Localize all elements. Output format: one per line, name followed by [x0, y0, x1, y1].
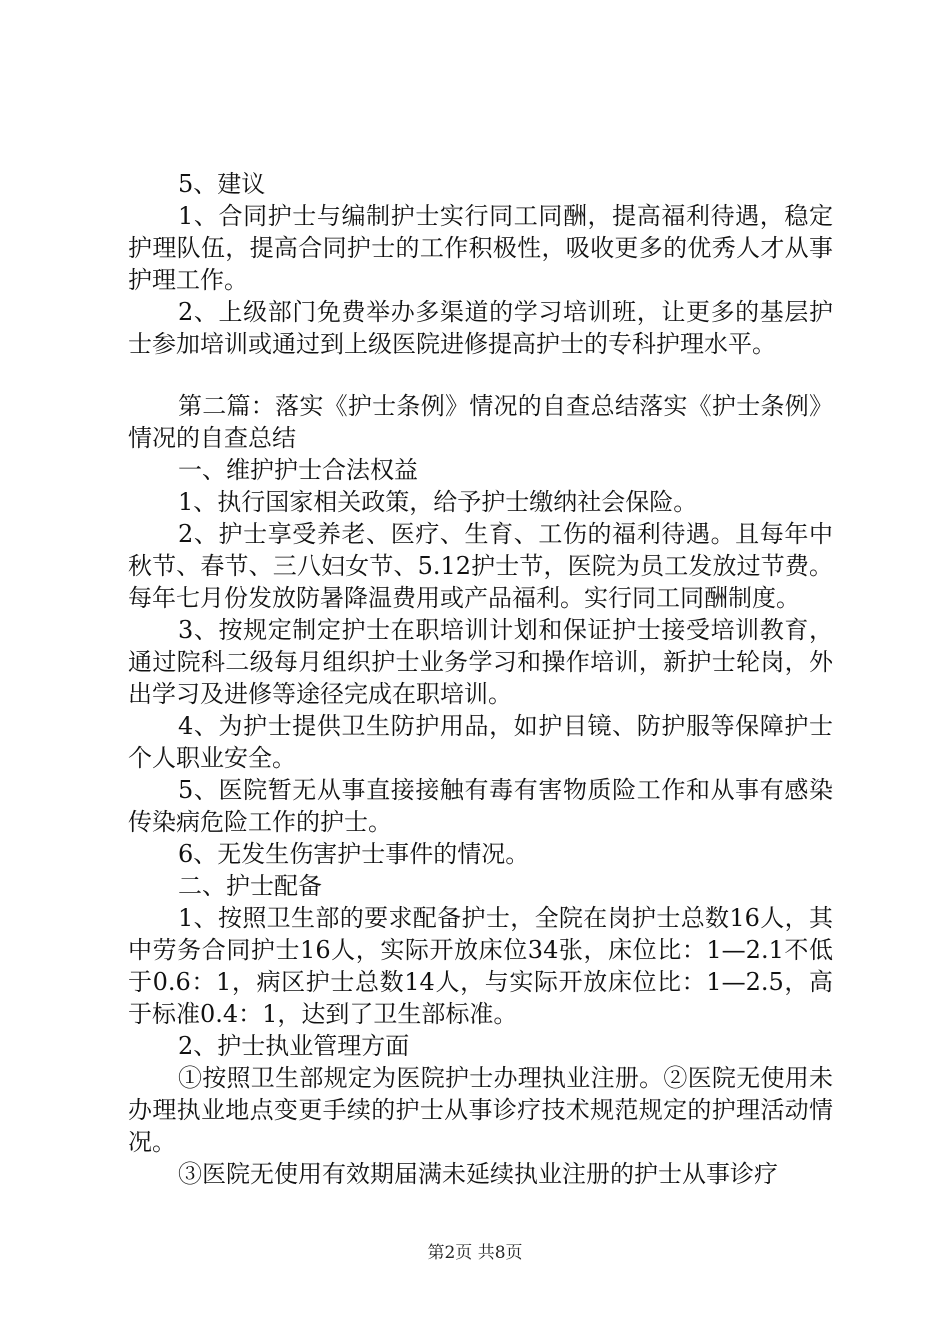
paragraph-staffing-1: 1、按照卫生部的要求配备护士，全院在岗护士总数16人，其中劳务合同护士16人，实际开放床位34张，床位比：1—2.1不低于0.6：1，病区护士总数14人，与实际开放床位比：1—2.5，高于标准0.4：1，达到了卫生部标准。: [128, 904, 833, 1028]
paragraph-section-5-heading: 5、建议: [178, 170, 266, 198]
paragraph-rights-3: 3、按规定制定护士在职培训计划和保证护士接受培训教育，通过院科二级每月组织护士业务学习和操作培训，新护士轮岗，外出学习及进修等途径完成在职培训。: [128, 616, 833, 708]
paragraph-practice-2: ③医院无使用有效期届满未延续执业注册的护士从事诊疗: [178, 1160, 778, 1188]
page-number-footer: 第2页 共8页: [427, 1243, 523, 1263]
paragraph-rights-1: 1、执行国家相关政策，给予护士缴纳社会保险。: [178, 488, 698, 516]
paragraph-rights-4: 4、为护士提供卫生防护用品，如护目镜、防护服等保障护士个人职业安全。: [128, 712, 833, 772]
paragraph-heading-practice-management: 2、护士执业管理方面: [178, 1032, 410, 1060]
paragraph-rights-6: 6、无发生伤害护士事件的情况。: [178, 840, 530, 868]
paragraph-heading-staffing: 二、护士配备: [178, 872, 322, 900]
paragraph-practice-1: ①按照卫生部规定为医院护士办理执业注册。②医院无使用未办理执业地点变更手续的护士从事诊疗技术规范规定的护理活动情况。: [128, 1064, 833, 1156]
paragraph-part-two-title: 第二篇：落实《护士条例》情况的自查总结落实《护士条例》情况的自查总结: [128, 392, 833, 452]
paragraph-rights-2: 2、护士享受养老、医疗、生育、工伤的福利待遇。且每年中秋节、春节、三八妇女节、5.12护士节，医院为员工发放过节费。每年七月份发放防暑降温费用或产品福利。实行同工同酬制度。: [128, 520, 833, 612]
paragraph-heading-rights: 一、维护护士合法权益: [178, 456, 418, 484]
paragraph-rights-5: 5、医院暂无从事直接接触有毒有害物质险工作和从事有感染传染病危险工作的护士。: [128, 776, 833, 836]
paragraph-suggestion-2: 2、上级部门免费举办多渠道的学习培训班，让更多的基层护士参加培训或通过到上级医院进修提高护士的专科护理水平。: [128, 298, 833, 358]
paragraph-suggestion-1: 1、合同护士与编制护士实行同工同酬，提高福利待遇，稳定护理队伍，提高合同护士的工作积极性，吸收更多的优秀人才从事护理工作。: [128, 202, 833, 294]
document-body: [128, 168, 833, 1190]
